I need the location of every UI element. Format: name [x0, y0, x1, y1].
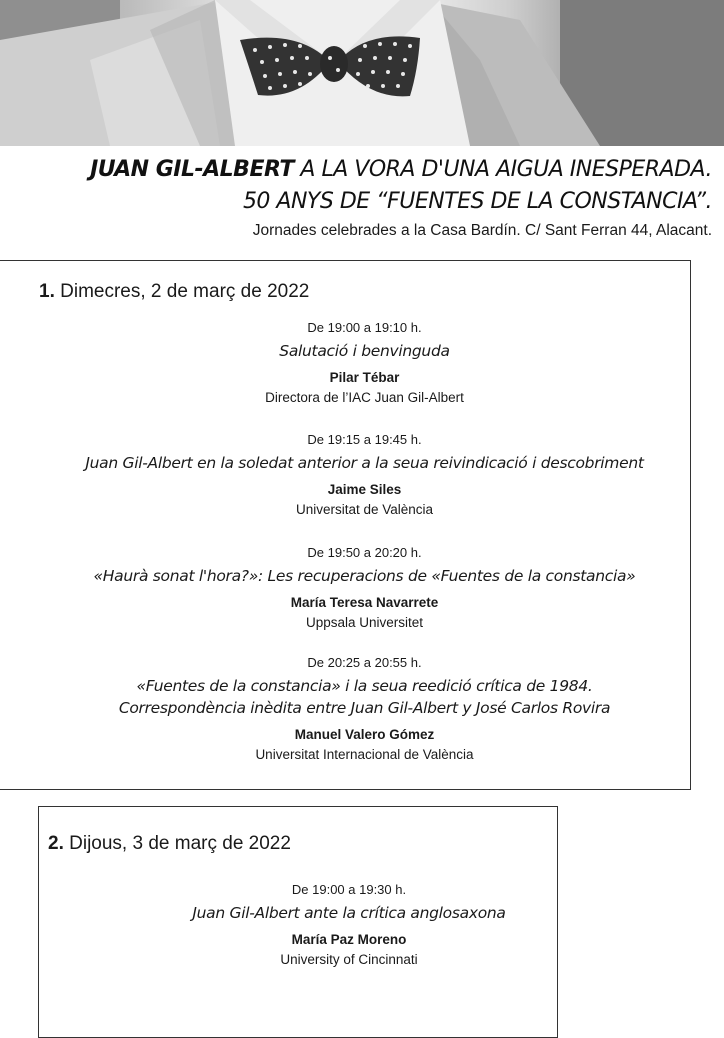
session-affiliation: Universitat de València — [295, 502, 434, 517]
day-date: Dimecres, 2 de març de 2022 — [54, 281, 310, 302]
session-title-line-1: «Fuentes de la constancia» i la seua reedició crítica de 1984. — [136, 677, 593, 695]
session-time: De 19:50 a 20:20 h. — [307, 545, 422, 560]
session-title: «Haurà sonat l'hora?»: Les recuperacions de «Fuentes de la constancia» — [93, 567, 636, 585]
session-time: De 19:15 a 19:45 h. — [307, 432, 422, 447]
session-affiliation: Universitat Internacional de València — [255, 747, 474, 762]
venue-line: Jornades celebrades a la Casa Bardín. C/ Sant Ferran 44, Alacant. — [252, 222, 712, 239]
session-affiliation: Uppsala Universitet — [305, 615, 424, 630]
day-number: 1. — [39, 281, 55, 302]
session-title: Salutació i benvinguda — [279, 342, 450, 360]
event-title — [90, 154, 712, 186]
header — [90, 154, 712, 242]
session-title: Juan Gil-Albert ante la crítica anglosaxona — [192, 904, 506, 922]
session-speaker: María Paz Moreno — [291, 932, 407, 947]
session-speaker: Pilar Tébar — [329, 370, 400, 385]
day-1-box — [0, 260, 691, 790]
session-5 — [39, 881, 659, 969]
event-title-name: JUAN GIL-ALBERT — [90, 157, 294, 182]
session-speaker: Jaime Siles — [327, 482, 402, 497]
day-1-heading — [39, 281, 309, 303]
session-1 — [0, 319, 724, 407]
session-affiliation: University of Cincinnati — [280, 952, 418, 967]
session-title-line-2: Correspondència inèdita entre Juan Gil-Albert y José Carlos Rovira — [118, 699, 611, 717]
portrait-photo — [0, 0, 724, 146]
event-subtitle: 50 ANYS DE “FUENTES DE LA CONSTANCIA”. — [242, 189, 712, 214]
session-2 — [0, 431, 724, 519]
session-time: De 19:00 a 19:30 h. — [291, 882, 407, 897]
session-time: De 19:00 a 19:10 h. — [307, 320, 422, 335]
session-affiliation: Directora de l’IAC Juan Gil-Albert — [265, 390, 464, 405]
portrait-illustration — [0, 0, 724, 146]
day-number: 2. — [48, 833, 64, 854]
session-speaker: María Teresa Navarrete — [290, 595, 439, 610]
session-time: De 20:25 a 20:55 h. — [307, 655, 422, 670]
day-2-heading — [48, 833, 291, 855]
day-date: Dijous, 3 de març de 2022 — [63, 833, 291, 854]
event-title-rest: A LA VORA D'UNA AIGUA INESPERADA. — [293, 157, 712, 182]
session-4 — [0, 654, 724, 764]
session-speaker: Manuel Valero Gómez — [294, 727, 435, 742]
session-3 — [0, 544, 724, 632]
day-2-box — [38, 806, 558, 1038]
session-title: Juan Gil-Albert en la soledat anterior a la seua reivindicació i descobriment — [85, 454, 644, 472]
